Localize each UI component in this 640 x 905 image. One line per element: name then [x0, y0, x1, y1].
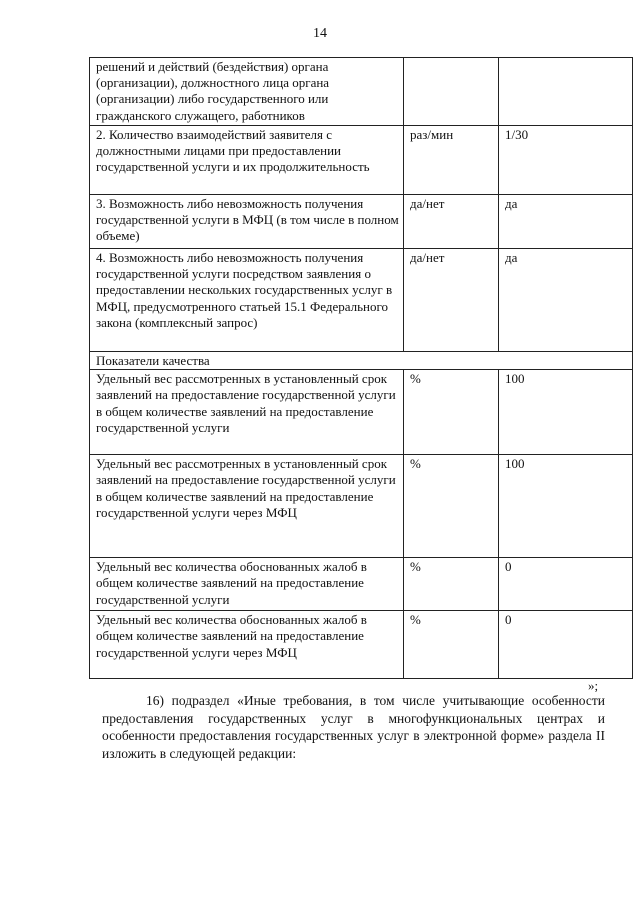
table-section-header: [90, 352, 633, 370]
table-cell-indicator: Удельный вес рассмотренных в установленный срок заявлений на предоставление государственной услуги в общем количестве заявлений на предоставление государственной услуги: [90, 370, 404, 455]
indicators-table: [89, 57, 633, 679]
table-cell-indicator: Удельный вес количества обоснованных жалоб в общем количестве заявлений на предоставление государственной услуги через МФЦ: [90, 611, 404, 679]
table-row: [90, 370, 633, 455]
table-cell-unit: %: [404, 558, 499, 611]
table-row: [90, 249, 633, 352]
table-cell-value: 1/30: [499, 126, 633, 195]
table-cell-value: да: [499, 249, 633, 352]
table-row: [90, 611, 633, 679]
table-cell-indicator: 2. Количество взаимодействий заявителя с должностными лицами при предоставлении государственной услуги и их продолжительность: [90, 126, 404, 195]
table-row: [90, 455, 633, 558]
table-cell-unit: %: [404, 370, 499, 455]
table-cell-unit: да/нет: [404, 249, 499, 352]
section-header-quality: Показатели качества: [90, 352, 633, 370]
paragraph-text: 16) подраздел «Иные требования, в том числе учитывающие особенности предоставления государственных услуг в многофункциональных центрах и особенности предоставления государственных услуг в электронной форме» раздела II изложить в следующей редакции:: [102, 693, 605, 761]
table-cell-unit: %: [404, 611, 499, 679]
table-cell-value: 100: [499, 455, 633, 558]
table-row: [90, 126, 633, 195]
table-cell-indicator: Удельный вес рассмотренных в установленный срок заявлений на предоставление государственной услуги в общем количестве заявлений на предоставление государственной услуги через МФЦ: [90, 455, 404, 558]
table-cell-value: да: [499, 195, 633, 249]
body-paragraph: [102, 692, 605, 762]
page-number: 14: [313, 26, 327, 41]
table-cell-value: 0: [499, 558, 633, 611]
table-cell-value: [499, 58, 633, 126]
table-cell-indicator: Удельный вес количества обоснованных жалоб в общем количестве заявлений на предоставление государственной услуги: [90, 558, 404, 611]
table-cell-unit: %: [404, 455, 499, 558]
table-cell-indicator: решений и действий (бездействия) органа (организации), должностного лица органа (организации) либо государственного или гражданского служащего, работников: [90, 58, 404, 126]
table-cell-value: 0: [499, 611, 633, 679]
table-row: [90, 58, 633, 126]
table-cell-unit: да/нет: [404, 195, 499, 249]
table-row: [90, 195, 633, 249]
table-row: [90, 558, 633, 611]
table-cell-value: 100: [499, 370, 633, 455]
table-cell-indicator: 4. Возможность либо невозможность получения государственной услуги посредством заявления о предоставлении нескольких государственных услуг в МФЦ, предусмотренного статьей 15.1 Федерального закона (комплексный запрос): [90, 249, 404, 352]
table-cell-unit: раз/мин: [404, 126, 499, 195]
table-cell-unit: [404, 58, 499, 126]
closing-quote: »;: [588, 678, 599, 693]
table-cell-indicator: 3. Возможность либо невозможность получения государственной услуги в МФЦ (в том числе в полном объеме): [90, 195, 404, 249]
